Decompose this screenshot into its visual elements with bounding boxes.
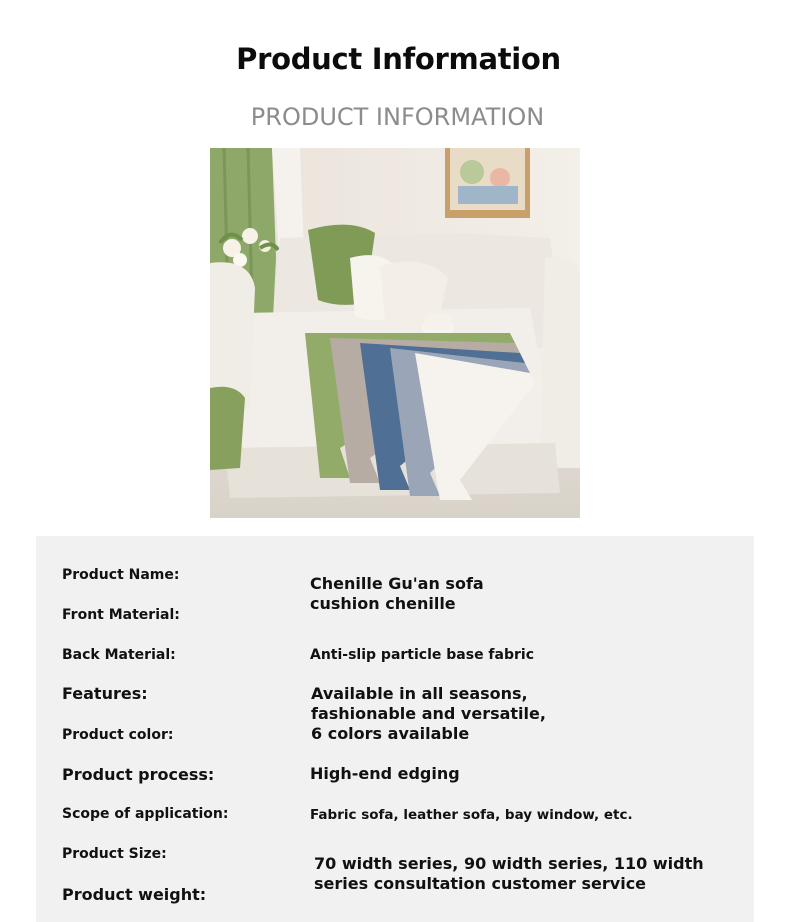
page-title: Product Information [236,42,561,76]
value-product-name [310,574,484,614]
value-product-name-line: Chenille Gu'an sofa [310,574,484,593]
value-product-size-line: 70 width series, 90 width series, 110 width [314,854,704,873]
value-features [311,684,546,744]
value-scope-of-application: Fabric sofa, leather sofa, bay window, etc. [310,807,633,823]
label-features: Features: [62,684,148,703]
value-features-line: 6 colors available [311,724,470,743]
label-product-weight: Product weight: [62,885,207,904]
label-front-material: Front Material: [62,607,180,623]
value-features-line: fashionable and versatile, [311,704,546,723]
label-product-name: Product Name: [62,567,180,583]
page-subtitle: PRODUCT INFORMATION [250,103,545,131]
product-photo [210,148,580,518]
value-product-process: High-end edging [310,764,460,783]
label-scope-of-application: Scope of application: [62,806,229,822]
label-product-size: Product Size: [62,846,167,862]
label-back-material: Back Material: [62,647,176,663]
value-product-name-line: cushion chenille [310,594,456,613]
value-product-size [314,854,704,894]
value-back-material: Anti-slip particle base fabric [310,647,534,663]
label-product-color: Product color: [62,727,174,743]
sofa-right-arm [540,257,580,468]
value-features-line: Available in all seasons, [311,684,528,703]
value-product-size-line: series consultation customer service [314,874,647,893]
label-product-process: Product process: [62,765,215,784]
